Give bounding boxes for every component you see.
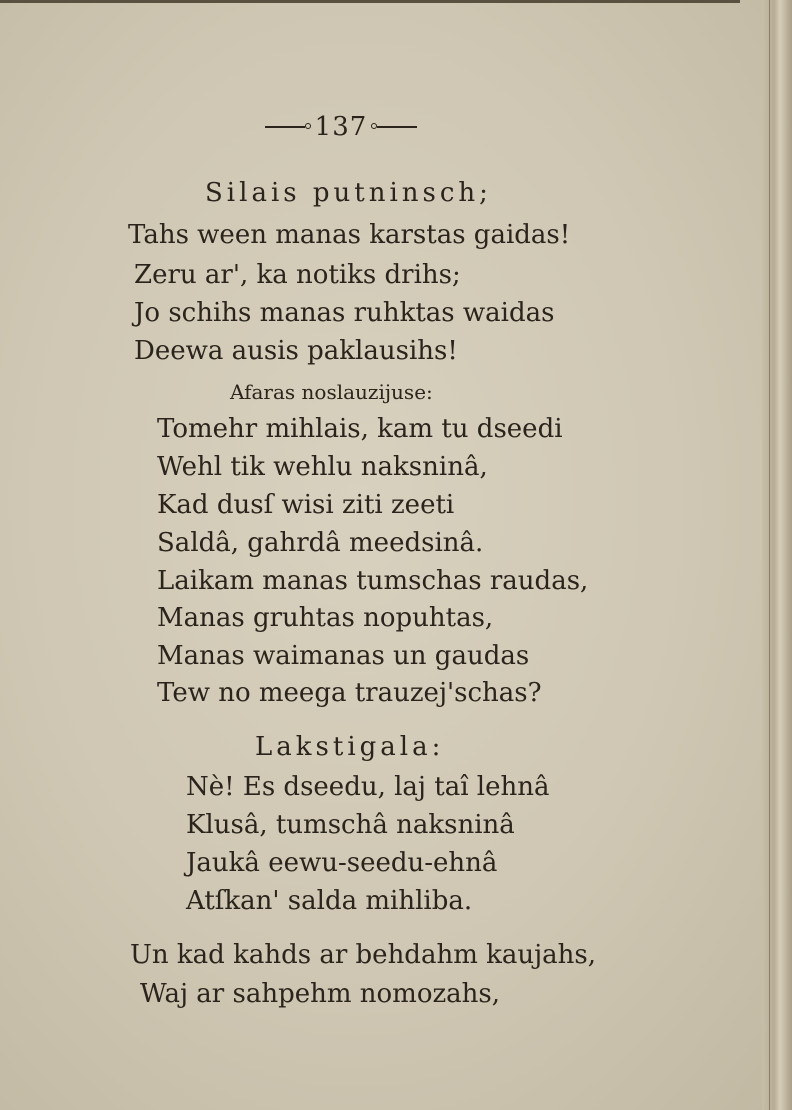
verse-line: Jo schihs manas ruhktas waidas — [134, 298, 555, 328]
verse-line: Wehl tik wehlu naksninâ, — [157, 452, 488, 482]
verse-line: Waj ar sahpehm nomozahs, — [140, 979, 501, 1009]
verse-line: Manas gruhtas nopuhtas, — [157, 603, 494, 633]
verse-line: Kad dusſ wisi ziti zeeti — [157, 490, 455, 520]
verse-line: Tomehr mihlais, kam tu dseedi — [157, 414, 563, 444]
verse-line: Laikam manas tumschas raudas, — [157, 566, 589, 596]
speaker-line: Silais putninsch; — [205, 178, 492, 208]
page-binding-edge — [762, 0, 792, 1110]
verse-line: Saldâ, gahrdâ meedsinâ. — [157, 528, 484, 558]
verse-line: Atſkan' salda mihliba. — [186, 886, 473, 916]
binding-line — [769, 0, 770, 1110]
verse-line: Jaukâ eewu-seedu-ehnâ — [186, 848, 498, 878]
left-ornament-dash — [265, 126, 305, 128]
top-page-edge — [0, 0, 740, 3]
stage-direction-line: Afaras noslauzijuse: — [230, 380, 433, 404]
verse-line: Tahs ween manas karstas gaidas! — [128, 220, 571, 250]
verse-line: Un kad kahds ar behdahm kaujahs, — [130, 940, 597, 970]
verse-line: Nè! Es dseedu, laj taî lehnâ — [186, 772, 550, 802]
right-ornament-dash — [377, 126, 417, 128]
verse-line: Klusâ, tumschâ naksninâ — [186, 810, 515, 840]
verse-line: Zeru ar', ka notiks drihs; — [134, 260, 461, 290]
speaker-line: Lakstigala: — [255, 732, 445, 762]
page-number: 137 — [314, 112, 368, 142]
page-header — [0, 112, 792, 142]
verse-line: Tew no meega trauzej'schas? — [157, 678, 542, 708]
verse-line: Manas waimanas un gaudas — [157, 641, 530, 671]
verse-line: Deewa ausis paklausihs! — [134, 336, 458, 366]
